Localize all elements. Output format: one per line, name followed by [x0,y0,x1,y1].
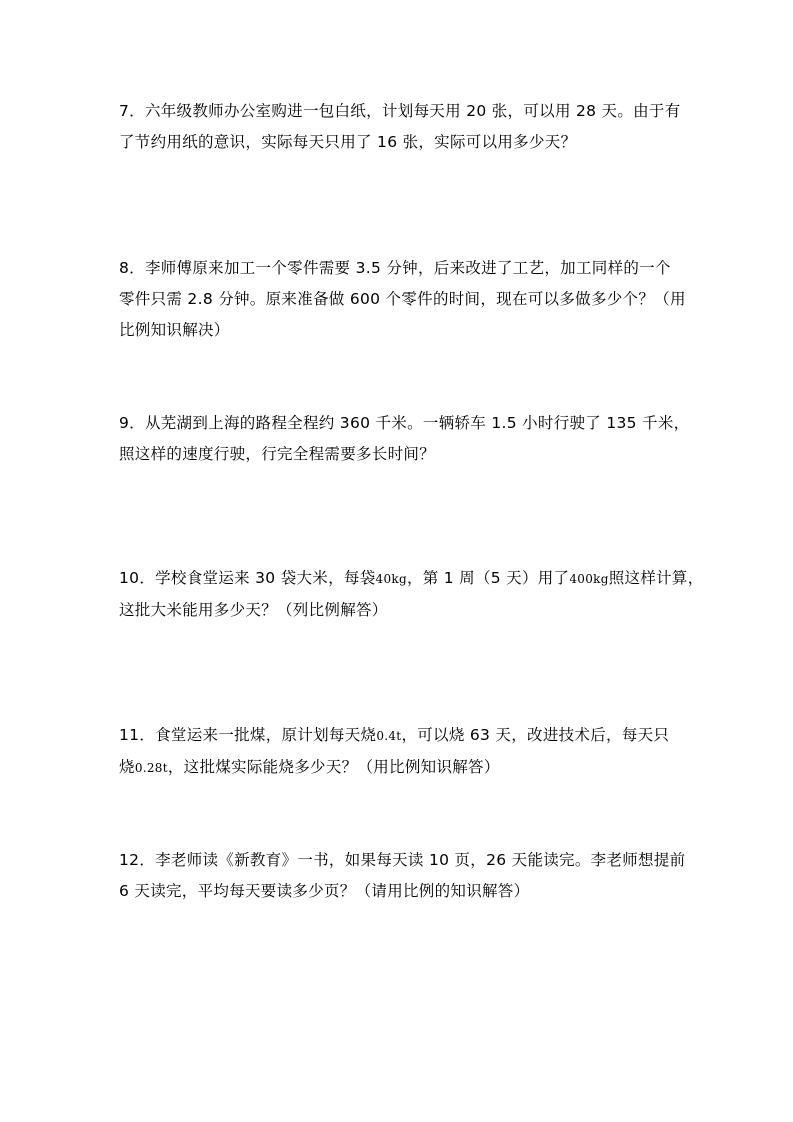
problem-7-line-2: 了节约用纸的意识，实际每天只用了 16 张，实际可以用多少天？ [119,133,577,151]
problem-11-actual-amount: 0.28t [134,761,168,775]
problem-11-text-c: 烧 [119,758,135,776]
problem-11-line-2 [119,752,679,784]
problem-9-line-1: 9．从芜湖到上海的路程全程约 360 千米。一辆轿车 1.5 小时行驶了 135 千米， [119,414,690,432]
problem-10-weight-per-bag: 40kg [375,572,407,586]
problem-12 [119,845,686,907]
problem-10 [119,563,704,626]
problem-11-text-d: ，这批煤实际能烧多少天？（用比例知识解答） [167,758,500,776]
problem-11-planned-amount: 0.4t [376,729,402,743]
problem-12-line-2: 6 天读完，平均每天要读多少页？（请用比例的知识解答） [119,882,530,900]
problem-9 [119,408,690,470]
problem-11-text-b: ，可以烧 63 天，改进技术后，每天只 [401,726,670,744]
problem-12-line-1: 12．李老师读《新教育》一书，如果每天读 10 页，26 天能读完。李老师想提前 [119,851,686,869]
problem-10-text-b: ，第 1 周（5 天）用了 [406,569,570,587]
problem-7-line-1: 7．六年级教师办公室购进一包白纸，计划每天用 20 张，可以用 28 天。由于有 [119,102,681,120]
problem-8-line-1: 8．李师傅原来加工一个零件需要 3.5 分钟，后来改进了工艺，加工同样的一个 [119,259,671,277]
problem-10-weight-used: 400kg [569,572,609,586]
problem-9-line-2: 照这样的速度行驶，行完全程需要多长时间？ [119,445,436,463]
problem-11-text-a: 11．食堂运来一批煤，原计划每天烧 [119,726,377,744]
problem-8-line-3: 比例知识解决） [119,321,230,339]
problem-11 [119,720,679,784]
problem-10-text-a: 10．学校食堂运来 30 袋大米，每袋 [119,569,376,587]
problem-7 [119,96,679,158]
problem-10-text-c: 照这样计算， [608,569,704,587]
problem-11-line-1 [119,720,679,752]
problem-8-line-2: 零件只需 2.8 分钟。原来准备做 600 个零件的时间，现在可以多做多少个？（用 [119,290,686,308]
problem-8 [119,253,686,346]
problem-10-line-1 [119,563,704,595]
problem-10-line-2: 这批大米能用多少天？（列比例解答） [119,601,388,619]
